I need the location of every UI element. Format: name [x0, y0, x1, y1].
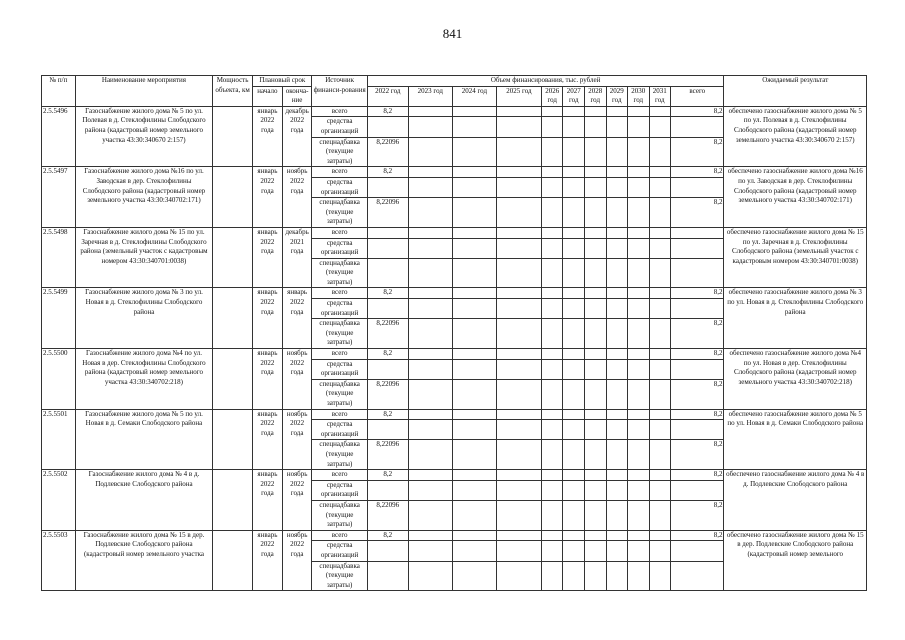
row-2028-total	[585, 106, 607, 117]
row-start: январь 2022 года	[253, 167, 283, 228]
row-sum-total: 8,2	[671, 106, 724, 117]
row-2031-total	[649, 167, 671, 178]
header-total: всего	[671, 86, 724, 106]
row-name: Газоснабжение жилого дома № 5 по ул. Полевая в д. Стеклофилины Слободского района (кадастровый номер земельного участка 43:30:340670 2:157)	[75, 106, 212, 167]
row-sum-special: 8,2	[671, 198, 724, 228]
row-2026-total	[541, 227, 563, 238]
header-power: Мощность объекта, км	[213, 76, 253, 107]
row-2027-total	[563, 106, 585, 117]
row-2022-special: 8,22096	[367, 198, 408, 228]
row-2025-total	[496, 349, 541, 360]
row-name: Газоснабжение жилого дома № 15 в дер. Подлевские Слободского района (кадастровый номер земельного участка	[75, 530, 212, 591]
row-2027-total	[563, 227, 585, 238]
header-year-2024: 2024 год	[452, 86, 496, 106]
row-source-org: средства организаций	[312, 299, 367, 319]
row-2024-total	[452, 106, 496, 117]
row-source-org: средства организаций	[312, 359, 367, 379]
row-result: обеспечено газоснабжение жилого дома № 5 по ул. Полевая в д. Стеклофилины Слободского района (кадастровый номер земельного участка 43:30:340670 2:157)	[724, 106, 867, 167]
row-2022-special	[367, 258, 408, 288]
row-2023-total	[408, 227, 452, 238]
row-num: 2.5.5498	[42, 227, 76, 288]
row-name: Газоснабжение жилого дома № 4 в д. Подлевские Слободского района	[75, 470, 212, 531]
row-sum-special	[671, 561, 724, 591]
row-2024-total	[452, 530, 496, 541]
row-2030-total	[628, 106, 650, 117]
row-2022-total: 8,2	[367, 409, 408, 420]
row-2027-total	[563, 288, 585, 299]
row-2025-total	[496, 470, 541, 481]
row-start: январь 2022 года	[253, 409, 283, 470]
row-num: 2.5.5503	[42, 530, 76, 591]
row-2028-total	[585, 167, 607, 178]
row-sum-total	[671, 227, 724, 238]
header-term-end: оконча-ние	[282, 86, 312, 106]
row-end: январь 2022 года	[282, 288, 312, 349]
row-source-org: средства организаций	[312, 117, 367, 137]
row-2024-total	[452, 288, 496, 299]
row-2029-total	[606, 288, 628, 299]
header-year-2030: 2030 год	[628, 86, 650, 106]
row-sum-special: 8,2	[671, 379, 724, 409]
header-row-1	[42, 76, 867, 87]
row-2023-total	[408, 409, 452, 420]
row-name: Газоснабжение жилого дома №4 по ул. Новая в дер. Стеклофилины Слободского района (кадастровый номер земельного участка 43:30:340702:218)	[75, 349, 212, 410]
row-result: обеспечено газоснабжение жилого дома №4 по ул. Новая в дер. Стеклофилины Слободского района (кадастровый номер земельного участка 43:30:340702:218)	[724, 349, 867, 410]
row-end: ноябрь 2022 года	[282, 470, 312, 531]
row-2026-total	[541, 470, 563, 481]
header-term: Плановый срок	[253, 76, 312, 87]
header-year-2025: 2025 год	[496, 86, 541, 106]
row-sum-total: 8,2	[671, 409, 724, 420]
row-source-special: спецнадбавка (текущие затраты)	[312, 198, 367, 228]
row-2029-total	[606, 106, 628, 117]
row-source-special: спецнадбавка (текущие затраты)	[312, 137, 367, 167]
header-year-2029: 2029 год	[606, 86, 628, 106]
row-name: Газоснабжение жилого дома №16 по ул. Заводская в дер. Стеклофилины Слободского района (кадастровый номер земельного участка 43:30:340702:171)	[75, 167, 212, 228]
row-2029-total	[606, 409, 628, 420]
row-source-total: всего	[312, 409, 367, 420]
row-source-total: всего	[312, 227, 367, 238]
row-start: январь 2022 года	[253, 530, 283, 591]
row-2024-total	[452, 227, 496, 238]
row-2030-total	[628, 470, 650, 481]
row-sum-special: 8,2	[671, 500, 724, 530]
row-2023-total	[408, 530, 452, 541]
row-2022-special: 8,22096	[367, 137, 408, 167]
row-sum-total: 8,2	[671, 470, 724, 481]
header-volume: Объем финансирования, тыс. рублей	[367, 76, 724, 87]
row-2030-total	[628, 530, 650, 541]
row-2023-total	[408, 288, 452, 299]
row-source-total: всего	[312, 288, 367, 299]
table-row	[42, 288, 867, 299]
row-source-special: спецнадбавка (текущие затраты)	[312, 561, 367, 591]
row-end: декабрь 2022 года	[282, 106, 312, 167]
row-2026-total	[541, 530, 563, 541]
row-source-total: всего	[312, 470, 367, 481]
row-2026-total	[541, 106, 563, 117]
row-source-total: всего	[312, 106, 367, 117]
row-power	[213, 349, 253, 410]
row-start: январь 2022 года	[253, 227, 283, 288]
header-year-2031: 2031 год	[649, 86, 671, 106]
header-year-2022: 2022 год	[367, 86, 408, 106]
row-source-org: средства организаций	[312, 238, 367, 258]
row-end: ноябрь 2022 года	[282, 409, 312, 470]
row-start: январь 2022 года	[253, 288, 283, 349]
row-2031-total	[649, 349, 671, 360]
row-power	[213, 470, 253, 531]
header-year-2023: 2023 год	[408, 86, 452, 106]
row-2030-total	[628, 409, 650, 420]
row-name: Газоснабжение жилого дома № 3 по ул. Новая в д. Стеклофилины Слободского района	[75, 288, 212, 349]
row-source-org: средства организаций	[312, 420, 367, 440]
row-2022-total: 8,2	[367, 288, 408, 299]
table-row	[42, 227, 867, 238]
header-num: № п/п	[42, 76, 76, 107]
row-2022-total	[367, 227, 408, 238]
row-source-total: всего	[312, 349, 367, 360]
table-body	[42, 106, 867, 591]
row-2030-total	[628, 227, 650, 238]
row-source-org: средства организаций	[312, 480, 367, 500]
row-2022-special: 8,22096	[367, 379, 408, 409]
row-2030-total	[628, 349, 650, 360]
row-start: январь 2022 года	[253, 349, 283, 410]
table-row	[42, 470, 867, 481]
row-2026-total	[541, 409, 563, 420]
row-2022-total: 8,2	[367, 349, 408, 360]
row-result: обеспечено газоснабжение жилого дома №16 по ул. Заводская в дер. Стеклофилины Слободского района (кадастровый номер земельного участка 43:30:340702:171)	[724, 167, 867, 228]
row-source-special: спецнадбавка (текущие затраты)	[312, 379, 367, 409]
row-2031-total	[649, 530, 671, 541]
row-num: 2.5.5499	[42, 288, 76, 349]
row-2028-total	[585, 349, 607, 360]
row-2024-total	[452, 470, 496, 481]
row-2028-total	[585, 288, 607, 299]
row-2022-special	[367, 561, 408, 591]
row-end: ноябрь 2022 года	[282, 167, 312, 228]
row-result: обеспечено газоснабжение жилого дома № 15 в дер. Подлевские Слободского района (кадастровый номер земельного	[724, 530, 867, 591]
row-2031-total	[649, 470, 671, 481]
financing-table	[41, 75, 867, 591]
row-2025-total	[496, 288, 541, 299]
row-num: 2.5.5496	[42, 106, 76, 167]
header-result: Ожидаемый результат	[724, 76, 867, 107]
row-2024-total	[452, 349, 496, 360]
row-2029-total	[606, 470, 628, 481]
row-2031-total	[649, 409, 671, 420]
row-result: обеспечено газоснабжение жилого дома № 4 в д. Подлевские Слободского района	[724, 470, 867, 531]
row-num: 2.5.5500	[42, 349, 76, 410]
row-2023-total	[408, 167, 452, 178]
table-row	[42, 167, 867, 178]
row-2030-total	[628, 288, 650, 299]
row-sum-special: 8,2	[671, 319, 724, 349]
row-2023-total	[408, 470, 452, 481]
row-2027-total	[563, 409, 585, 420]
row-2028-total	[585, 409, 607, 420]
row-result: обеспечено газоснабжение жилого дома № 15 по ул. Заречная в д. Стеклофилины Слободского района (земельный участок с кадастровым номером 43:30:340701:0038)	[724, 227, 867, 288]
row-sum-total: 8,2	[671, 530, 724, 541]
row-sum-special	[671, 258, 724, 288]
row-name: Газоснабжение жилого дома № 15 по ул. Заречная в д. Стеклофилины Слободского района (земельный участок с кадастровым номером 43:30:340701:0038)	[75, 227, 212, 288]
header-term-start: начало	[253, 86, 283, 106]
row-power	[213, 409, 253, 470]
row-2022-total: 8,2	[367, 470, 408, 481]
row-2026-total	[541, 167, 563, 178]
row-sum-special: 8,2	[671, 137, 724, 167]
row-2022-special: 8,22096	[367, 319, 408, 349]
row-end: ноябрь 2022 года	[282, 530, 312, 591]
row-source-org: средства организаций	[312, 177, 367, 197]
row-2025-total	[496, 167, 541, 178]
row-2030-total	[628, 167, 650, 178]
row-2026-total	[541, 349, 563, 360]
header-year-2028: 2028 год	[585, 86, 607, 106]
row-source-special: спецнадбавка (текущие затраты)	[312, 500, 367, 530]
row-2022-special: 8,22096	[367, 500, 408, 530]
table-row	[42, 530, 867, 541]
row-end: ноябрь 2022 года	[282, 349, 312, 410]
row-2029-total	[606, 530, 628, 541]
table-row	[42, 349, 867, 360]
row-start: январь 2022 года	[253, 470, 283, 531]
row-power	[213, 288, 253, 349]
row-2024-total	[452, 409, 496, 420]
row-start: январь 2022 года	[253, 106, 283, 167]
row-power	[213, 530, 253, 591]
row-2022-special: 8,22096	[367, 440, 408, 470]
row-2024-total	[452, 167, 496, 178]
row-2027-total	[563, 167, 585, 178]
header-name: Наименование мероприятия	[75, 76, 212, 107]
row-source-special: спецнадбавка (текущие затраты)	[312, 319, 367, 349]
row-2027-total	[563, 530, 585, 541]
row-2028-total	[585, 470, 607, 481]
table-row	[42, 106, 867, 117]
row-2029-total	[606, 227, 628, 238]
row-power	[213, 167, 253, 228]
row-2022-total: 8,2	[367, 167, 408, 178]
row-num: 2.5.5497	[42, 167, 76, 228]
row-2025-total	[496, 106, 541, 117]
row-2025-total	[496, 227, 541, 238]
header-source: Источник финанси-рования	[312, 76, 367, 107]
row-name: Газоснабжение жилого дома № 5 по ул. Новая в д. Семаки Слободского района	[75, 409, 212, 470]
row-2031-total	[649, 106, 671, 117]
row-2027-total	[563, 349, 585, 360]
row-result: обеспечено газоснабжение жилого дома № 3 по ул. Новая в д. Стеклофилины Слободского района	[724, 288, 867, 349]
row-num: 2.5.5502	[42, 470, 76, 531]
row-2025-total	[496, 409, 541, 420]
header-year-2027: 2027 год	[563, 86, 585, 106]
row-source-org: средства организаций	[312, 541, 367, 561]
row-2028-total	[585, 530, 607, 541]
row-2031-total	[649, 288, 671, 299]
row-source-special: спецнадбавка (текущие затраты)	[312, 440, 367, 470]
row-result: обеспечено газоснабжение жилого дома № 5 по ул. Новая в д. Семаки Слободского района	[724, 409, 867, 470]
table-row	[42, 409, 867, 420]
row-2023-total	[408, 349, 452, 360]
row-source-total: всего	[312, 530, 367, 541]
row-power	[213, 227, 253, 288]
page-number: 841	[442, 26, 463, 41]
row-sum-total: 8,2	[671, 349, 724, 360]
row-sum-special: 8,2	[671, 440, 724, 470]
row-num: 2.5.5501	[42, 409, 76, 470]
row-power	[213, 106, 253, 167]
row-2022-total: 8,2	[367, 106, 408, 117]
row-2023-total	[408, 106, 452, 117]
row-sum-total: 8,2	[671, 288, 724, 299]
row-2029-total	[606, 349, 628, 360]
row-2026-total	[541, 288, 563, 299]
row-sum-total: 8,2	[671, 167, 724, 178]
row-2031-total	[649, 227, 671, 238]
row-2028-total	[585, 227, 607, 238]
row-2029-total	[606, 167, 628, 178]
row-end: декабрь 2021 года	[282, 227, 312, 288]
row-2022-total: 8,2	[367, 530, 408, 541]
row-source-total: всего	[312, 167, 367, 178]
row-2025-total	[496, 530, 541, 541]
row-source-special: спецнадбавка (текущие затраты)	[312, 258, 367, 288]
header-year-2026: 2026 год	[541, 86, 563, 106]
row-2027-total	[563, 470, 585, 481]
